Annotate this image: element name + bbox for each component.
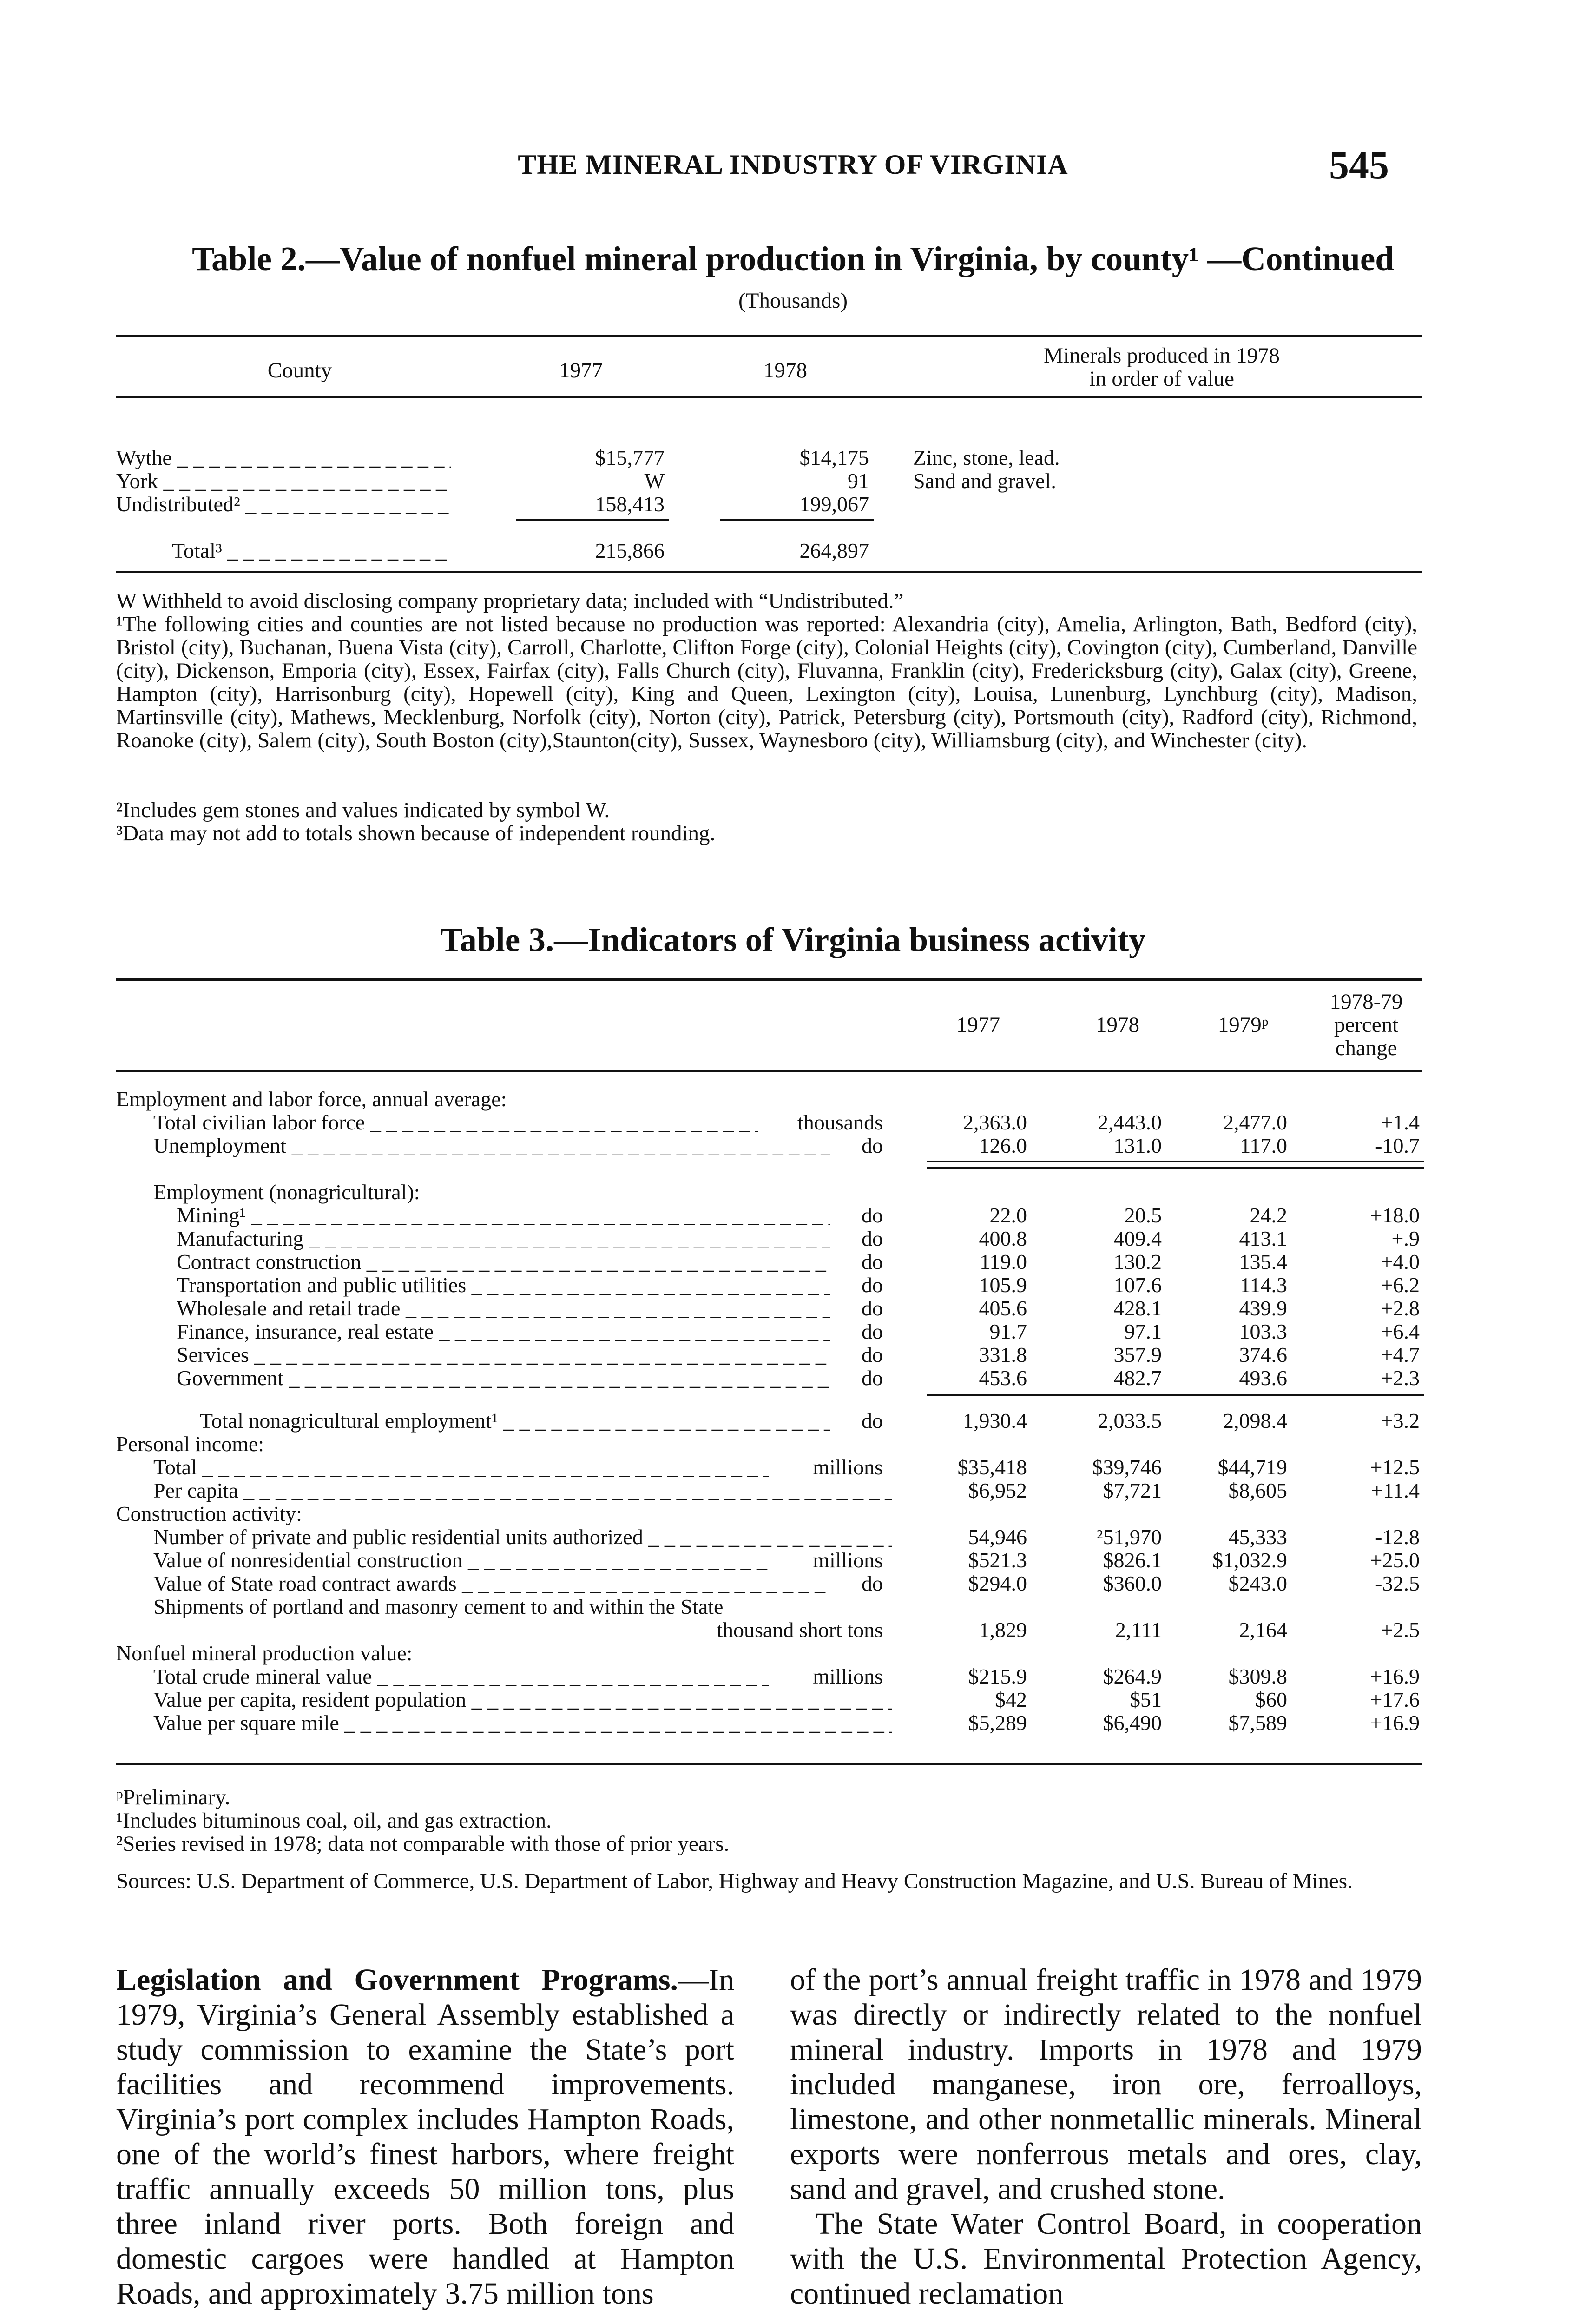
- table3-row-unit: do: [862, 1273, 883, 1297]
- table3-cell-chg: +16.9: [1370, 1711, 1420, 1735]
- table3-cell-v1978: 2,111: [1115, 1618, 1162, 1642]
- table3-cell-chg: +12.5: [1370, 1455, 1420, 1479]
- table3-cell-v1977: 54,946: [968, 1525, 1027, 1549]
- table2-row-county: York _ _ _: [116, 469, 451, 493]
- table2-sum-rule-1978: [720, 519, 874, 521]
- table3-cell-v1979: 2,164: [1239, 1618, 1287, 1642]
- table2-row-1978: $14,175: [799, 446, 869, 469]
- table3-cell-v1977: 119.0: [980, 1250, 1027, 1274]
- table2-header-rule: [116, 396, 1422, 398]
- table3-row-label: Shipments of portland and masonry cement to and within the State: [153, 1595, 724, 1618]
- table3-row-unit: do: [862, 1343, 883, 1367]
- table3-cell-v1977: 22.0: [989, 1203, 1027, 1227]
- table3-bottom-rule: [116, 1763, 1422, 1765]
- table3-cell-v1978: 130.2: [1113, 1250, 1162, 1274]
- table3-cell-v1979: $8,605: [1228, 1479, 1287, 1502]
- table3-cell-v1979: 439.9: [1239, 1296, 1287, 1320]
- table3-cell-chg: -32.5: [1375, 1571, 1420, 1595]
- table3-cell-chg: +16.9: [1370, 1664, 1420, 1688]
- table3-cell-v1978: 482.7: [1113, 1366, 1162, 1390]
- table3-cell-v1979: 45,333: [1228, 1525, 1287, 1549]
- table3-cell-v1977: $6,952: [968, 1479, 1027, 1502]
- table3-cell-v1979: 24.2: [1250, 1203, 1287, 1227]
- table3-row-unit: do: [862, 1320, 883, 1343]
- table3-cell-v1979: 114.3: [1240, 1273, 1287, 1297]
- table3-row-unit: do: [862, 1227, 883, 1250]
- table2-row-1977: $15,777: [595, 446, 665, 469]
- table3-row-label: Per capita _ _ _: [153, 1479, 892, 1502]
- body-col2-paragraph-2: The State Water Control Board, in cooperation with the U.S. Environmental Protection Agency, continued reclamation: [790, 2207, 1422, 2311]
- table3-cell-v1977: $5,289: [968, 1711, 1027, 1735]
- body-col2-paragraph-1: of the port’s annual freight traffic in 1978 and 1979 was directly or indirectly related to the nonfuel mineral industry. Imports in 1978 and 1979 included manganese, iron ore, ferroalloys, limestone, and other nonmetallic minerals. Mineral exports were nonferrous metals and ores, clay, sand and gravel, and crushed stone.: [790, 1963, 1422, 2206]
- table3-cell-v1979: 374.6: [1239, 1343, 1287, 1367]
- table3-cell-v1979: 413.1: [1239, 1227, 1287, 1250]
- table3-row-label: Employment (nonagricultural):: [153, 1181, 420, 1204]
- table3-cell-v1977: $521.3: [968, 1548, 1027, 1572]
- table3-cell-v1979: $309.8: [1228, 1664, 1287, 1688]
- table2-header-1978: 1978: [763, 358, 807, 383]
- table3-cell-v1977: 91.7: [989, 1320, 1027, 1343]
- table3-section-rule-2: [927, 1167, 1424, 1169]
- table3-cell-v1978: 2,443.0: [1098, 1110, 1162, 1134]
- table3-row-label: Transportation and public utilities _ _ _: [177, 1274, 830, 1297]
- table3-row-unit: do: [862, 1203, 883, 1227]
- table3-row-unit: do: [862, 1571, 883, 1595]
- table3-row-label: Wholesale and retail trade _ _ _: [177, 1297, 830, 1320]
- table3-cell-v1979: $60: [1255, 1688, 1287, 1711]
- table3-cell-v1978: 409.4: [1113, 1227, 1162, 1250]
- table2-units: (Thousands): [738, 289, 848, 313]
- table3-row-label: Number of private and public residential units authorized _ _ _: [153, 1525, 892, 1549]
- table3-row-unit: do: [862, 1250, 883, 1274]
- table3-row-unit: millions: [813, 1664, 883, 1688]
- table2-row-1978: 199,067: [799, 492, 869, 516]
- table3-header-rule: [116, 1070, 1422, 1072]
- table3-cell-chg: +6.2: [1381, 1273, 1420, 1297]
- table3-cell-v1978: $39,746: [1092, 1455, 1162, 1479]
- table3-row-label: Unemployment _ _ _: [153, 1134, 830, 1157]
- table2-note-2: ²Includes gem stones and values indicated by symbol W.: [116, 798, 610, 822]
- table3-cell-v1978: $7,721: [1103, 1479, 1162, 1502]
- table3-cell-v1977: 1,829: [979, 1618, 1027, 1642]
- table3-header-1978: 1978: [1096, 1013, 1139, 1037]
- running-head: THE MINERAL INDUSTRY OF VIRGINIA: [518, 149, 1068, 180]
- table3-cell-chg: -10.7: [1375, 1134, 1420, 1157]
- table3-cell-v1977: 405.6: [979, 1296, 1027, 1320]
- table2-top-rule: [116, 335, 1422, 337]
- table3-cell-chg: +18.0: [1370, 1203, 1420, 1227]
- table2-total-label: Total³ _ _ _: [172, 539, 451, 562]
- table3-cell-v1977: $42: [995, 1688, 1027, 1711]
- table2-row-1978: 91: [848, 469, 869, 493]
- table2-row-minerals: Sand and gravel.: [913, 469, 1056, 493]
- table3-row-unit: millions: [813, 1548, 883, 1572]
- table3-cell-v1977: 453.6: [979, 1366, 1027, 1390]
- table3-row-unit: do: [862, 1134, 883, 1157]
- table2-header-1977: 1977: [559, 358, 603, 383]
- table3-cell-v1978: 428.1: [1113, 1296, 1162, 1320]
- table3-cell-v1979: 2,477.0: [1223, 1110, 1287, 1134]
- table3-row-unit: thousands: [797, 1110, 883, 1134]
- table3-header-change-3: change: [1335, 1036, 1397, 1060]
- table3-row-label: Value per square mile _ _ _: [153, 1711, 892, 1735]
- table3-row-label: Contract construction _ _ _: [177, 1250, 830, 1274]
- table3-cell-v1978: $264.9: [1103, 1664, 1162, 1688]
- table3-cell-chg: +25.0: [1370, 1548, 1420, 1572]
- table2-total-1978: 264,897: [799, 539, 869, 562]
- table3-cell-v1978: 107.6: [1113, 1273, 1162, 1297]
- table3-cell-chg: +4.0: [1381, 1250, 1420, 1274]
- table3-cell-v1979: $243.0: [1228, 1571, 1287, 1595]
- table3-header-change-2: percent: [1334, 1013, 1399, 1037]
- section-heading: Legislation and Government Programs.: [116, 1963, 678, 1997]
- table3-cell-chg: +17.6: [1370, 1688, 1420, 1711]
- table3-cell-chg: +2.3: [1381, 1366, 1420, 1390]
- table2-note-1: ¹The following cities and counties are not listed because no production was reported: Alexandria (city), Amelia, Arlington, Bath, Bedford (city), Bristol (city), Buchanan, Buena Vista (city), Carroll, Charlotte, Clifton Forge (city), Colonial Heights (city), Covington (city), Cumberland, Danville (city), Dickenson, Emporia (city), Essex, Fairfax (city), Falls Church (city), Fluvanna, Franklin (city), Fredericksburg (city), Galax (city), Greene, Hampton (city), Harrisonburg (city), Hopewell (city), King and Queen, Lexington (city), Louisa, Lunenburg, Lynchburg (city), Madison, Martinsville (city), Mathews, Mecklenburg, Norfolk (city), Norton (city), Patrick, Petersburg (city), Portsmouth (city), Radford (city), Richmond, Roanoke (city), Salem (city), South Boston (city),Staunton(city), Sussex, Waynesboro (city), Williamsburg (city), and Winchester (city).: [116, 612, 1417, 753]
- table3-cell-v1979: 493.6: [1239, 1366, 1287, 1390]
- table3-row-label: Value per capita, resident population _ _ _: [153, 1688, 892, 1711]
- table3-row-label: Total civilian labor force _ _ _: [153, 1111, 758, 1134]
- body-col1-text: —In 1979, Virginia’s General Assembly established a study commission to examine the State’s port facilities and recommend improvements. Virginia’s port complex includes Hampton Roads, one of the world’s finest harbors, where freight traffic annually exceeds 50 million tons, plus three inland river ports. Both foreign and domestic cargoes were handled at Hampton Roads, and approximately 3.75 million tons: [116, 1963, 734, 2311]
- table2-bottom-rule: [116, 571, 1422, 573]
- table2-sum-rule-1977: [516, 519, 669, 521]
- table3-row-label: Manufacturing _ _ _: [177, 1227, 830, 1250]
- table2-row-county: Undistributed² _ _ _: [116, 493, 451, 516]
- table2-header-county: County: [267, 358, 332, 383]
- table3-cell-v1977: 1,930.4: [963, 1409, 1027, 1433]
- table3-cell-v1978: 97.1: [1124, 1320, 1162, 1343]
- table3-sources: Sources: U.S. Department of Commerce, U.S. Department of Labor, Highway and Heavy Construction Magazine, and U.S. Bureau of Mines.: [116, 1869, 1353, 1893]
- table3-cell-v1977: 400.8: [979, 1227, 1027, 1250]
- table3-cell-chg: +1.4: [1381, 1110, 1420, 1134]
- table3-cell-chg: +2.8: [1381, 1296, 1420, 1320]
- table3-note-1: ¹Includes bituminous coal, oil, and gas extraction.: [116, 1809, 552, 1833]
- table2-row-county: Wythe _ _ _: [116, 446, 451, 469]
- table3-cell-v1978: ²51,970: [1096, 1525, 1162, 1549]
- table2-row-1977: 158,413: [595, 492, 665, 516]
- table3-row-label: Total nonagricultural employment¹ _ _ _: [200, 1409, 830, 1433]
- table3-row-label: Total crude mineral value _ _ _: [153, 1665, 769, 1688]
- table3-row-label: Mining¹ _ _ _: [177, 1204, 830, 1227]
- table3-row-unit: do: [862, 1296, 883, 1320]
- table3-cell-v1977: 2,363.0: [963, 1110, 1027, 1134]
- body-column-2: [790, 1962, 1422, 2311]
- table3-cell-v1978: $360.0: [1103, 1571, 1162, 1595]
- table3-cell-v1978: $826.1: [1103, 1548, 1162, 1572]
- table3-cell-v1977: 105.9: [979, 1273, 1027, 1297]
- table3-row-label: Services _ _ _: [177, 1343, 830, 1367]
- table3-title: Table 3.—Indicators of Virginia business activity: [440, 921, 1146, 958]
- body-column-1: [116, 1962, 734, 2311]
- table3-top-rule: [116, 978, 1422, 981]
- table3-cell-v1977: 331.8: [979, 1343, 1027, 1367]
- table3-cell-v1979: 103.3: [1239, 1320, 1287, 1343]
- table3-cell-v1979: 135.4: [1239, 1250, 1287, 1274]
- table3-cell-v1978: 2,033.5: [1098, 1409, 1162, 1433]
- table2-header-minerals: Minerals produced in 1978: [1044, 343, 1280, 368]
- table3-cell-v1977: $294.0: [968, 1571, 1027, 1595]
- table3-cell-v1979: $44,719: [1217, 1455, 1287, 1479]
- table3-section-rule-1: [927, 1161, 1424, 1162]
- table3-cell-v1978: 357.9: [1113, 1343, 1162, 1367]
- table3-row-label: Personal income:: [116, 1433, 264, 1456]
- table2-note-3: ³Data may not add to totals shown because of independent rounding.: [116, 821, 716, 845]
- table2-total-1977: 215,866: [595, 539, 665, 562]
- table3-cell-v1977: $35,418: [957, 1455, 1027, 1479]
- table2-header-minerals-2: in order of value: [1089, 367, 1234, 391]
- table3-header-1977: 1977: [956, 1013, 1000, 1037]
- table3-row-label: Finance, insurance, real estate _ _ _: [177, 1320, 830, 1343]
- table3-row-label: Construction activity:: [116, 1502, 302, 1525]
- table3-cell-v1979: 117.0: [1240, 1134, 1287, 1157]
- table3-row-unit: do: [862, 1409, 883, 1433]
- table3-row-label: Total _ _ _: [153, 1456, 769, 1479]
- table3-cell-chg: +6.4: [1381, 1320, 1420, 1343]
- table3-row-unit: thousand short tons: [717, 1618, 883, 1642]
- table3-cell-v1979: 2,098.4: [1223, 1409, 1287, 1433]
- table3-row-label: Value of State road contract awards _ _ _: [153, 1572, 830, 1595]
- page-number: 545: [1329, 143, 1389, 187]
- table3-note-2: ²Series revised in 1978; data not comparable with those of prior years.: [116, 1832, 730, 1856]
- table3-cell-chg: +.9: [1391, 1227, 1420, 1250]
- table3-note-p: ᵖPreliminary.: [116, 1785, 230, 1809]
- table3-cell-v1978: $6,490: [1103, 1711, 1162, 1735]
- table3-row-unit: do: [862, 1366, 883, 1390]
- table3-row-label: Value of nonresidential construction _ _ _: [153, 1549, 769, 1572]
- table3-cell-chg: +2.5: [1381, 1618, 1420, 1642]
- table3-cell-v1977: $215.9: [968, 1664, 1027, 1688]
- table3-cell-v1979: $1,032.9: [1212, 1548, 1287, 1572]
- table2-row-minerals: Zinc, stone, lead.: [913, 446, 1060, 469]
- table3-header-1979: 1979ᵖ: [1217, 1013, 1269, 1037]
- table3-cell-v1979: $7,589: [1228, 1711, 1287, 1735]
- table3-row-label: Employment and labor force, annual average:: [116, 1088, 507, 1111]
- table3-row-unit: millions: [813, 1455, 883, 1479]
- table3-subtotal-rule: [927, 1394, 1424, 1396]
- table2-title: Table 2.—Value of nonfuel mineral production in Virginia, by county¹ —Continued: [192, 240, 1394, 277]
- table3-cell-v1978: 20.5: [1124, 1203, 1162, 1227]
- table3-cell-chg: +11.4: [1371, 1479, 1420, 1502]
- table3-row-label: Nonfuel mineral production value:: [116, 1642, 413, 1665]
- table3-cell-chg: -12.8: [1375, 1525, 1420, 1549]
- table3-cell-chg: +3.2: [1381, 1409, 1420, 1433]
- table3-cell-v1978: $51: [1130, 1688, 1162, 1711]
- table3-cell-v1978: 131.0: [1113, 1134, 1162, 1157]
- table3-cell-chg: +4.7: [1381, 1343, 1420, 1367]
- table3-header-change-1: 1978-79: [1329, 990, 1403, 1014]
- table2-note-w: W Withheld to avoid disclosing company proprietary data; included with “Undistributed.”: [116, 589, 904, 613]
- table2-row-1977: W: [644, 469, 665, 493]
- table3-row-label: Government _ _ _: [177, 1367, 830, 1390]
- table3-cell-v1977: 126.0: [979, 1134, 1027, 1157]
